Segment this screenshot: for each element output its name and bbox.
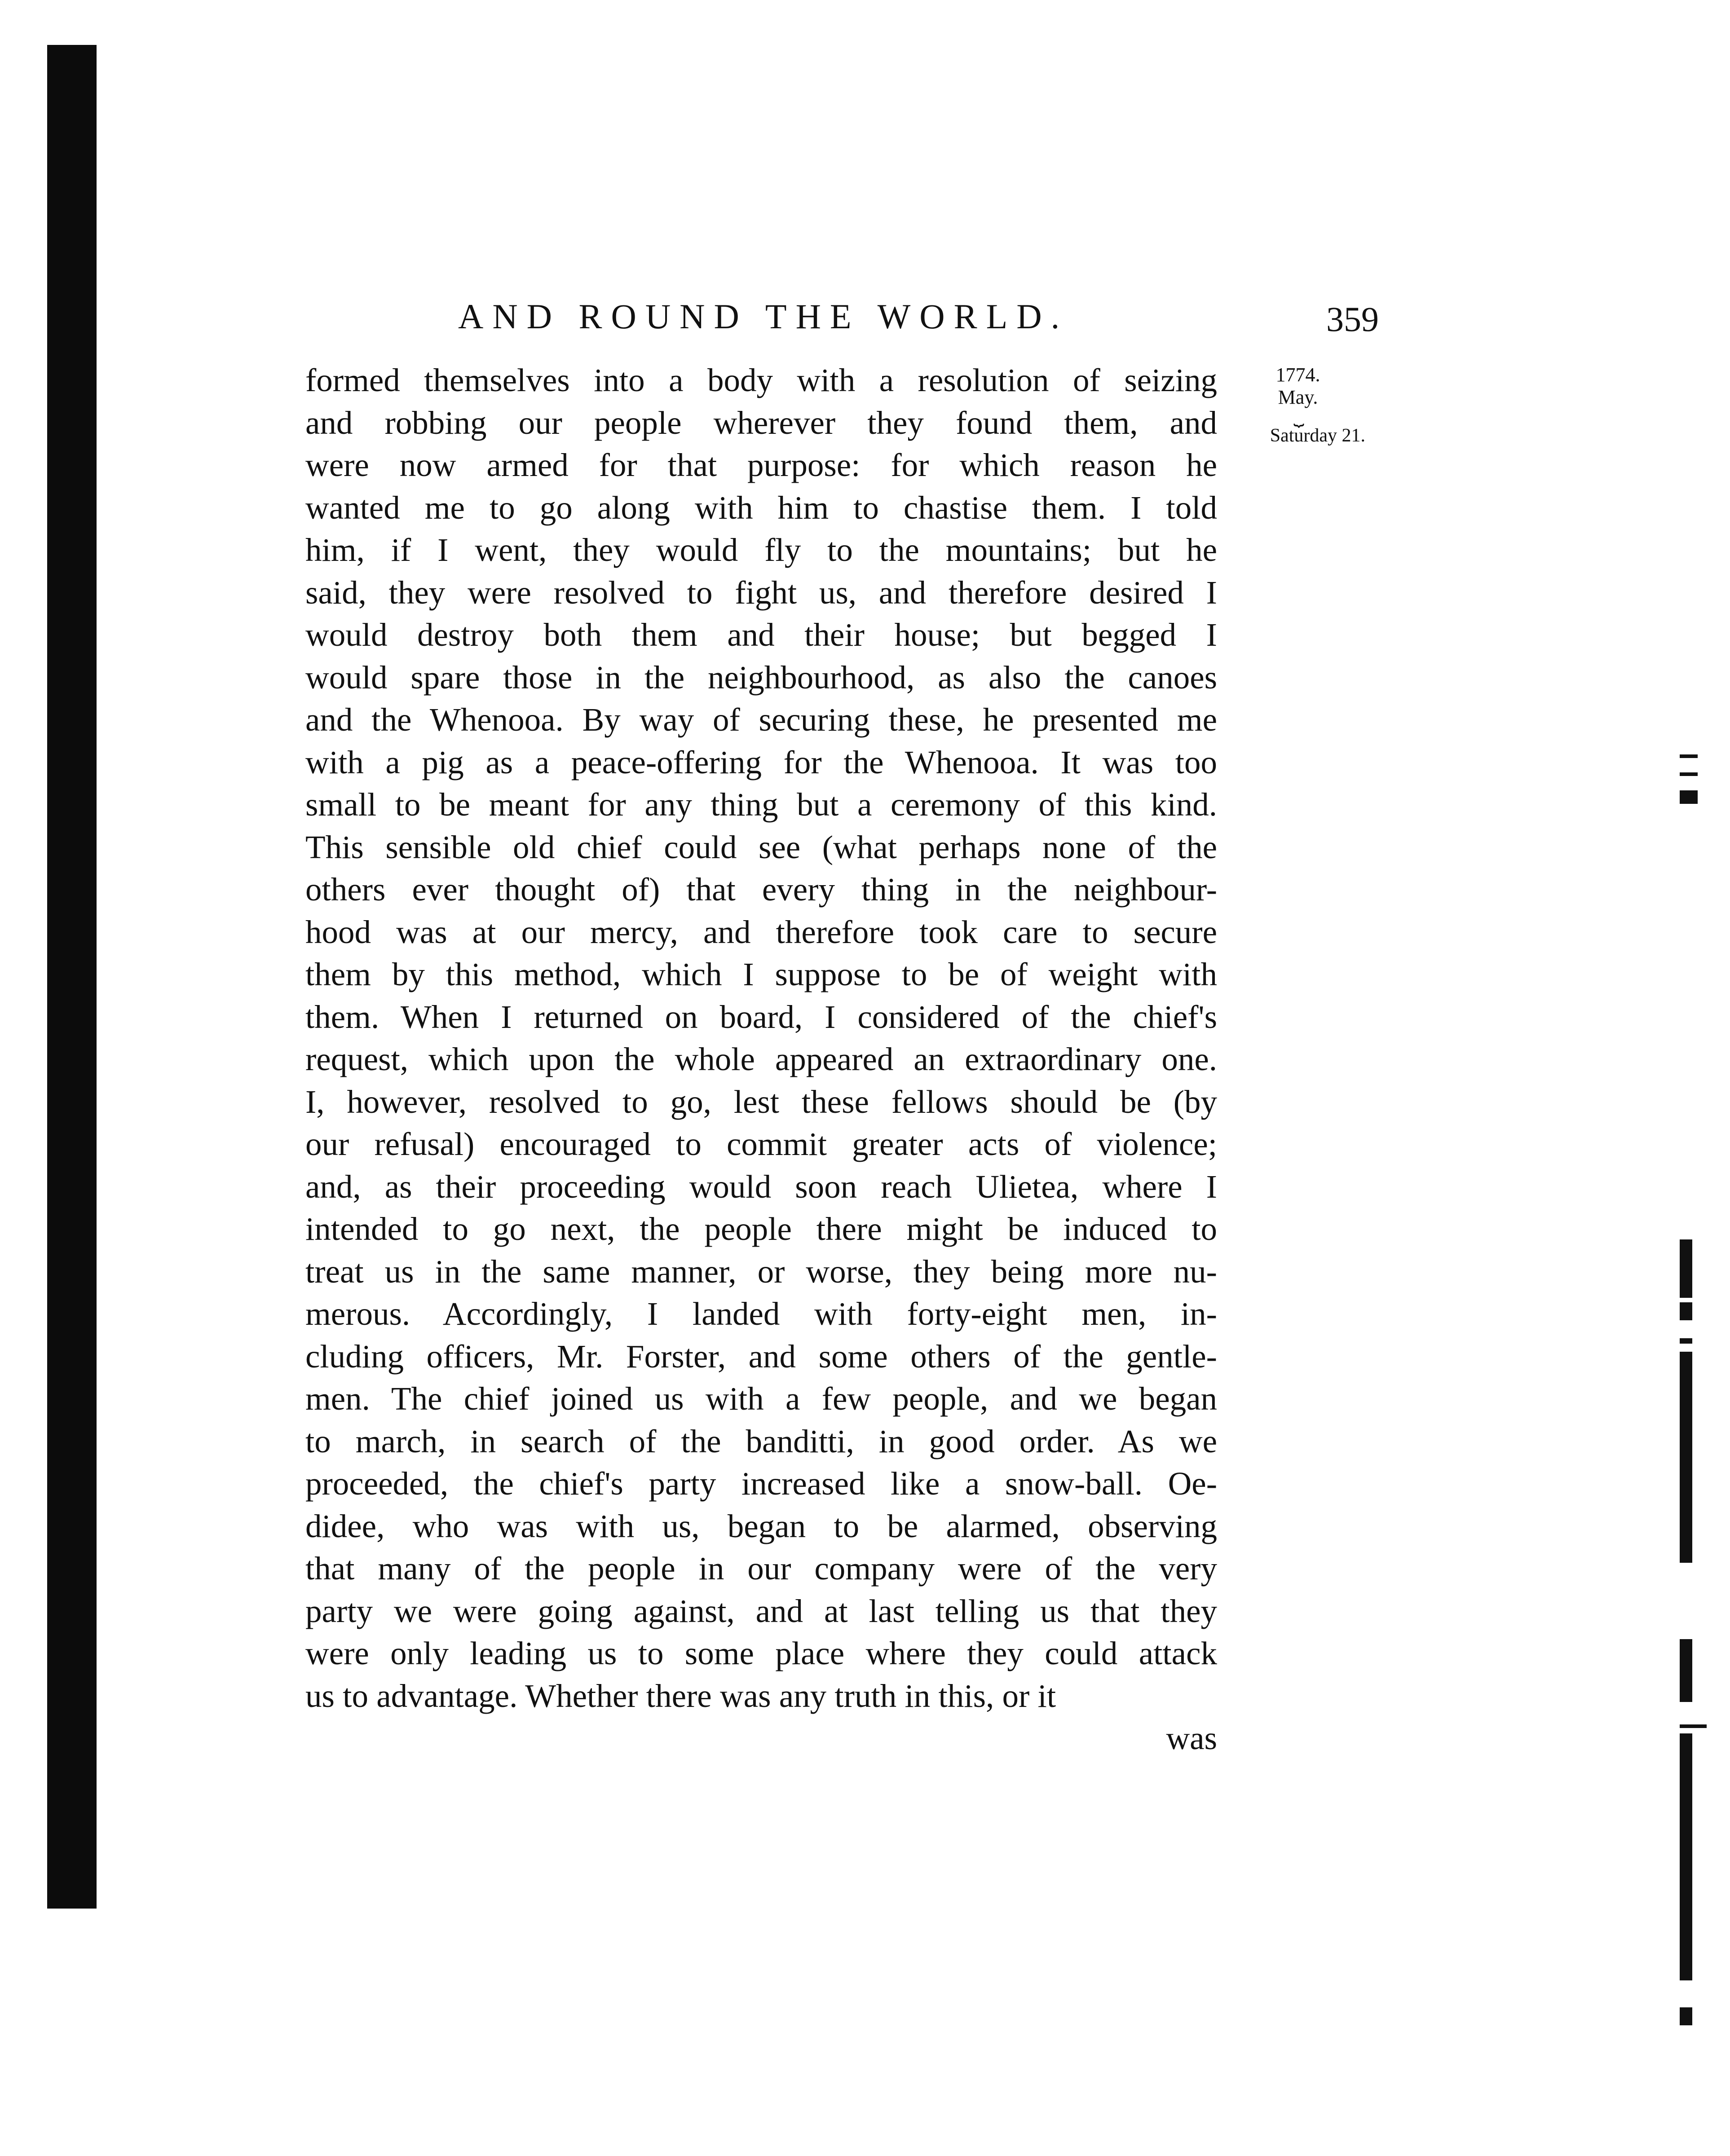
scan-mark — [1680, 772, 1698, 776]
margin-year: 1774. — [1275, 364, 1320, 386]
text-line: men. The chief joined us with a few people, and we began — [305, 1380, 1217, 1417]
scan-mark — [1680, 1639, 1692, 1702]
body-text — [305, 359, 1217, 1760]
text-line: intended to go next, the people there might be induced to — [305, 1211, 1217, 1247]
text-line: were now armed for that purpose: for which reason he — [305, 447, 1217, 483]
text-line: formed themselves into a body with a resolution of seizing — [305, 362, 1217, 398]
text-line: our refusal) encouraged to commit greater acts of violence; — [305, 1126, 1217, 1162]
text-line: would destroy both them and their house; but begged I — [305, 617, 1217, 653]
scan-mark — [1680, 1724, 1707, 1728]
margin-date-note — [1231, 364, 1365, 447]
scan-mark — [1680, 1733, 1692, 1980]
text-line: didee, who was with us, began to be alarmed, observing — [305, 1508, 1217, 1544]
scan-mark — [1680, 790, 1698, 804]
text-line: that many of the people in our company were of the very — [305, 1550, 1217, 1587]
text-line: cluding officers, Mr. Forster, and some others of the gentle- — [305, 1338, 1217, 1375]
text-line: would spare those in the neighbourhood, as also the canoes — [305, 659, 1217, 696]
text-line: treat us in the same manner, or worse, they being more nu- — [305, 1253, 1217, 1290]
margin-brace-icon: ⏟ — [1293, 406, 1302, 426]
text-line: request, which upon the whole appeared an extraordinary one. — [305, 1041, 1217, 1077]
text-line: wanted me to go along with him to chastise them. I told — [305, 489, 1217, 526]
catchword: was — [1166, 1720, 1217, 1756]
text-line: merous. Accordingly, I landed with forty-eight men, in- — [305, 1296, 1217, 1332]
text-line: others ever thought of) that every thing in the neighbour- — [305, 871, 1217, 908]
text-line: and robbing our people wherever they found them, and — [305, 404, 1217, 441]
text-line: I, however, resolved to go, lest these fellows should be (by — [305, 1083, 1217, 1120]
scan-mark — [1680, 754, 1698, 758]
text-line: him, if I went, they would fly to the mountains; but he — [305, 532, 1217, 568]
text-line: hood was at our mercy, and therefore took care to secure — [305, 913, 1217, 950]
text-line: and the Whenooa. By way of securing these, he presented me — [305, 701, 1217, 738]
text-line: were only leading us to some place where they could attack — [305, 1635, 1217, 1671]
text-line: them by this method, which I suppose to be of weight with — [305, 956, 1217, 992]
text-line: This sensible old chief could see (what perhaps none of the — [305, 829, 1217, 865]
text-line: and, as their proceeding would soon reach Ulietea, where I — [305, 1168, 1217, 1205]
margin-day: Saturday 21. — [1270, 425, 1365, 446]
binding-shadow — [47, 45, 97, 1909]
scan-mark — [1680, 1338, 1692, 1344]
scan-mark — [1680, 1239, 1692, 1298]
text-line: small to be meant for any thing but a ceremony of this kind. — [305, 786, 1217, 823]
page-number: 359 — [1326, 300, 1379, 339]
running-head: AND ROUND THE WORLD. — [458, 297, 1069, 336]
text-line: proceeded, the chief's party increased like a snow-ball. Oe- — [305, 1465, 1217, 1502]
scan-mark — [1680, 1302, 1692, 1320]
text-line: party we were going against, and at last telling us that they — [305, 1592, 1217, 1629]
page-header — [310, 287, 1379, 350]
text-line: them. When I returned on board, I considered of the chief's — [305, 998, 1217, 1035]
margin-month: May. — [1278, 386, 1318, 408]
text-line: to march, in search of the banditti, in good order. As we — [305, 1423, 1217, 1459]
text-line: us to advantage. Whether there was any truth in this, or it — [305, 1677, 1056, 1714]
scan-mark — [1680, 1352, 1692, 1563]
scan-mark — [1680, 2007, 1692, 2025]
text-line: with a pig as a peace-offering for the Whenooa. It was too — [305, 744, 1217, 780]
text-line: said, they were resolved to fight us, and therefore desired I — [305, 574, 1217, 611]
